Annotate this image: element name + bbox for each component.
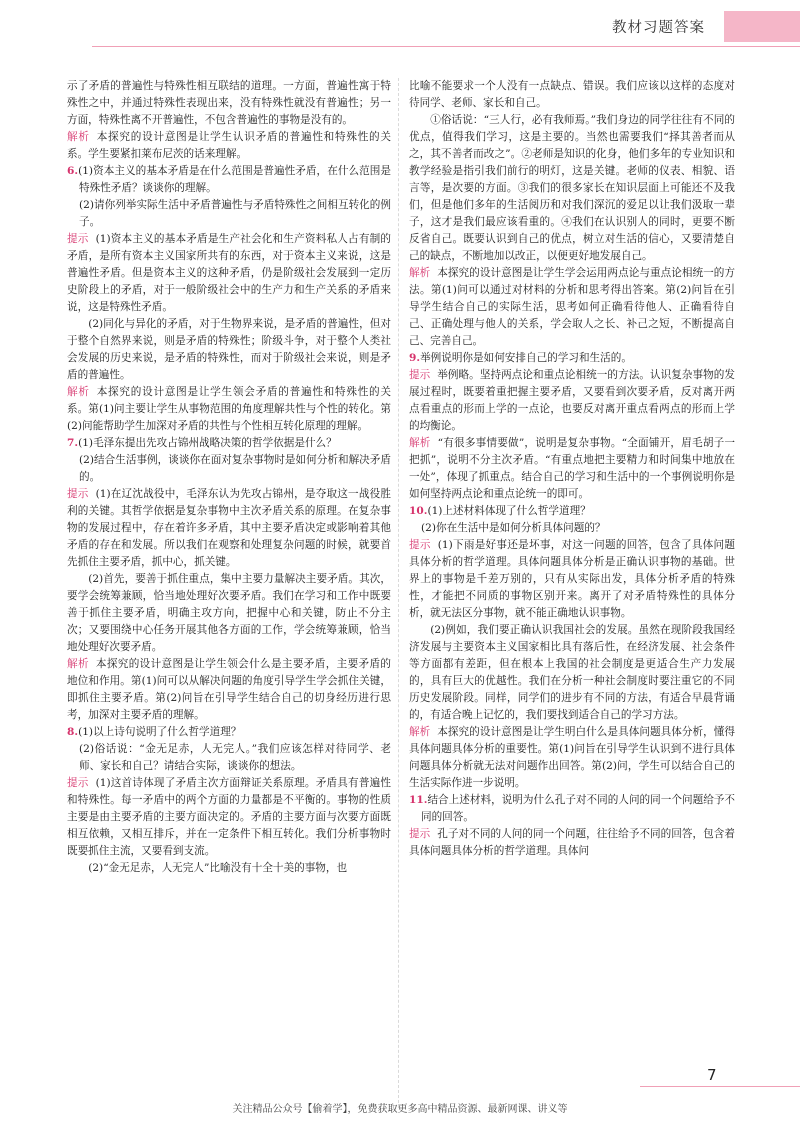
answer-block [67,486,391,571]
question-text: (1)以上诗句说明了什么哲学道理？ [78,726,242,738]
question-number: 7. [67,437,79,449]
answer-text: 本探究的设计意图是让学生领会矛盾的普遍性和特殊性的关系。第(1)问主要让学生从事物范围的角度理解共性与个性的转化。第(2)问能帮助学生加深对矛盾的共性与个性相互转化原理的理解。 [67,386,392,432]
sub-question: (2)结合生活事例，谈谈你在面对复杂事物时是如何分析和解决矛盾的。 [79,454,391,483]
paragraph: 示了矛盾的普遍性与特殊性相互联结的道理。一方面，普遍性寓于特殊性之中，并通过特殊性表现出来，没有特殊性就没有普遍性；另一方面，特殊性离不开普遍性，不包含普遍性的事物是没有的。 [67,80,391,126]
answer-block [409,265,735,350]
right-column [409,78,735,860]
answer-label: 提示 [409,539,431,551]
answer-label: 提示 [409,369,431,381]
sub-question: (2)你在生活中是如何分析具体问题的？ [421,522,606,534]
paragraph: 比喻不能要求一个人没有一点缺点、错误。我们应该以这样的态度对待同学、老师、家长和自己。 [409,80,735,109]
footer-rule [640,1086,800,1087]
answer-text: (1)这首诗体现了矛盾主次方面辩证关系原理。矛盾具有普遍性和特殊性。每一矛盾中的两个方面的力量都是不平衡的。事物的性质主要是由主要矛盾的主要方面决定的。矛盾的主要方面与次要方面既相互依赖，又相互排斥，并在一定条件下相互转化。我们分析事物时既要抓住主流，又要看到支流。 [67,777,391,857]
question [67,435,391,452]
left-column [67,78,391,877]
indented-paragraph: (2)首先，要善于抓住重点，集中主要力量解决主要矛盾。其次，要学会统筹兼顾，恰当地处理好次要矛盾。我们在学习和工作中既要善于抓住主要矛盾，明确主攻方向，把握中心和关键，防止不分主次；又要围绕中心任务开展其他各方面的工作，学会统筹兼顾，恰当地处理好次要矛盾。 [67,573,391,653]
header-color-tab [724,11,800,42]
answer-text: “有很多事情要做”，说明是复杂事物。“全面铺开，眉毛胡子一把抓”，说明不分主次矛盾。“有重点地把主要精力和时间集中地放在一处”，体现了抓重点。结合自己的学习和生活中的一个事例说明你是如何坚持两点论和重点论统一的即可。 [409,437,736,500]
header-title: 教材习题答案 [612,20,705,36]
question-number: 8. [67,726,79,738]
answer-label: 解析 [409,726,431,738]
question-text: (1)毛泽东提出先攻占锦州战略决策的哲学依据是什么？ [78,437,337,449]
answer-text: (1)在辽沈战役中，毛泽东认为先攻占锦州，是夺取这一战役胜利的关键。其哲学依据是复杂事物中主次矛盾关系的原理。在复杂事物的发展过程中，存在着许多矛盾，其中主要矛盾决定或影响着其他矛盾的存在和发展。所以我们在观察和处理复杂问题的时候，就要首先抓住主要矛盾，抓中心，抓关键。 [67,488,391,568]
answer-block [67,656,391,724]
answer-block [67,384,391,435]
answer-label: 提示 [67,488,89,500]
answer-block [409,367,735,435]
question-text: (1)资本主义的基本矛盾是在什么范围是普遍性矛盾，在什么范围是特殊性矛盾？谈谈你的理解。 [78,165,391,194]
answer-text: (1)下雨是好事还是坏事，对这一问题的回答，包含了具体问题具体分析的哲学道理。具体问题具体分析是正确认识事物的基础。世界上的事物是千差万别的，只有从实际出发，具体分析矛盾的特殊性，才能把不同质的事物区别开来。离开了对矛盾特殊性的具体分析，就无法区分事物，就不能正确地认识事物。 [409,539,735,619]
answer-label: 解析 [67,658,89,670]
answer-label: 解析 [67,386,90,398]
answer-label: 解析 [409,267,431,279]
indented-paragraph: (2)“金无足赤，人无完人”比喻没有十全十美的事物，也 [88,862,348,874]
answer-block [67,231,391,316]
answer-label: 提示 [409,828,431,840]
footer-note: 关注精品公众号【偷着学】，免费获取更多高中精品资源、最新网课、讲义等 [232,1104,568,1115]
answer-label: 解析 [67,131,90,143]
question-text: (1)上述材料体现了什么哲学道理？ [427,505,591,517]
answer-text: 孔子对不同的人问的同一个问题，往往给予不同的回答，包含着具体问题具体分析的哲学道理。具体问 [409,828,736,857]
answer-block [67,129,391,163]
question-number: 6. [67,165,79,177]
sub-question: (2)俗话说：“金无足赤，人无完人。”我们应该怎样对待同学、老师、家长和自己？请结合实际，谈谈你的想法。 [79,743,391,772]
question [409,503,735,520]
answer-block [409,435,735,503]
answer-block [67,775,391,860]
header-rule [92,46,800,47]
question [409,350,735,367]
question [67,163,391,197]
question-number: 10. [409,505,428,517]
question-text: 结合上述材料，说明为什么孔子对不同的人问的同一个问题给予不同的回答。 [421,794,735,823]
answer-text: 举例略。坚持两点论和重点论相统一的方法。认识复杂事物的发展过程时，既要着重把握主要矛盾，又要看到次要矛盾，反对离开两点看重点的形而上学的一点论，也要反对离开重点看两点的形而上学的均衡论。 [409,369,736,432]
question-number: 9. [409,352,421,364]
answer-text: (1)资本主义的基本矛盾是生产社会化和生产资料私人占有制的矛盾，是所有资本主义国家所共有的东西，对于资本主义来说，这是普遍性矛盾。但是资本主义的这种矛盾，仍是阶级社会发展到一定历史阶段上的矛盾，对于一般阶级社会中的生产力和生产关系的矛盾来说，这是特殊性矛盾。 [67,233,391,313]
answer-block [409,826,735,860]
question-number: 11. [409,794,428,806]
page-number: 7 [707,1066,717,1084]
sub-question: (2)请你列举实际生活中矛盾普遍性与矛盾特殊性之间相互转化的例子。 [79,199,391,228]
answer-label: 提示 [67,777,89,789]
answer-text: 本探究的设计意图是让学生学会运用两点论与重点论相统一的方法。第(1)问可以通过对材料的分析和思考得出答案。第(2)问旨在引导学生结合自己的实际生活，思考如何正确看待他人、正确看待自己、正确处理与他人的关系，学会取人之长、补己之短，不断提高自己、完善自己。 [409,267,736,347]
indented-paragraph: ①俗话说：“三人行，必有我师焉。”我们身边的同学往往有不同的优点，值得我们学习，这是主要的。当然也需要我们“择其善者而从之，其不善者而改之”。②老师是知识的化身，他们多年的专业知识和教学经验是指引我们前行的明灯，这是关键。老师的仪表、相貌、语言等，是次要的方面。③我们的很多家长在知识层面上可能还不及我们，但是他们多年的生活阅历和对我们深沉的爱足以让我们汲取一辈子，这才是我们最应该看重的。④我们在认识别人的同时，更要不断反省自己。既要认识到自己的优点，树立对生活的信心，又要清楚自己的缺点，不断地加以改正，以便更好地发展自己。 [409,114,735,262]
indented-paragraph: (2)例如，我们要正确认识我国社会的发展。虽然在现阶段我国经济发展与主要资本主义国家相比具有落后性，在经济发展、社会条件等方面都有差距，但在根本上我国的社会制度是更适合生产力发展的，具有巨大的优越性。我们在分析一种社会制度时要注重它的不同历史发展阶段。同样，同学们的进步有不同的方法，有适合早晨背诵的，有适合晚上记忆的，我们要找到适合自己的学习方法。 [409,624,735,721]
answer-block [409,724,735,792]
column-divider [398,78,399,1108]
question-text: 举例说明你是如何安排自己的学习和生活的。 [420,352,632,364]
question [409,792,735,826]
answer-text: 本探究的设计意图是让学生明白什么是具体问题具体分析，懂得具体问题具体分析的重要性。第(1)问旨在引导学生认识到不进行具体问题具体分析就无法对问题作出回答。第(2)问，学生可以结合自己的生活实际作进一步说明。 [409,726,736,789]
indented-paragraph: (2)同化与异化的矛盾，对于生物界来说，是矛盾的普遍性，但对于整个自然界来说，则是矛盾的特殊性；阶级斗争，对于整个人类社会发展的历史来说，是矛盾的特殊性，而对于阶级社会来说，则是矛盾的普遍性。 [67,318,391,381]
answer-label: 提示 [67,233,89,245]
answer-label: 解析 [409,437,431,449]
answer-block [409,537,735,622]
question [67,724,391,741]
answer-text: 本探究的设计意图是让学生认识矛盾的普遍性和特殊性的关系。学生要紧扣莱布尼茨的话来理解。 [67,131,392,160]
answer-text: 本探究的设计意图是让学生领会什么是主要矛盾，主要矛盾的地位和作用。第(1)问可以从解决问题的角度引导学生学会抓住关键，即抓住主要矛盾。第(2)问旨在引导学生结合自己的切身经历进行思考，加深对主要矛盾的理解。 [67,658,392,721]
